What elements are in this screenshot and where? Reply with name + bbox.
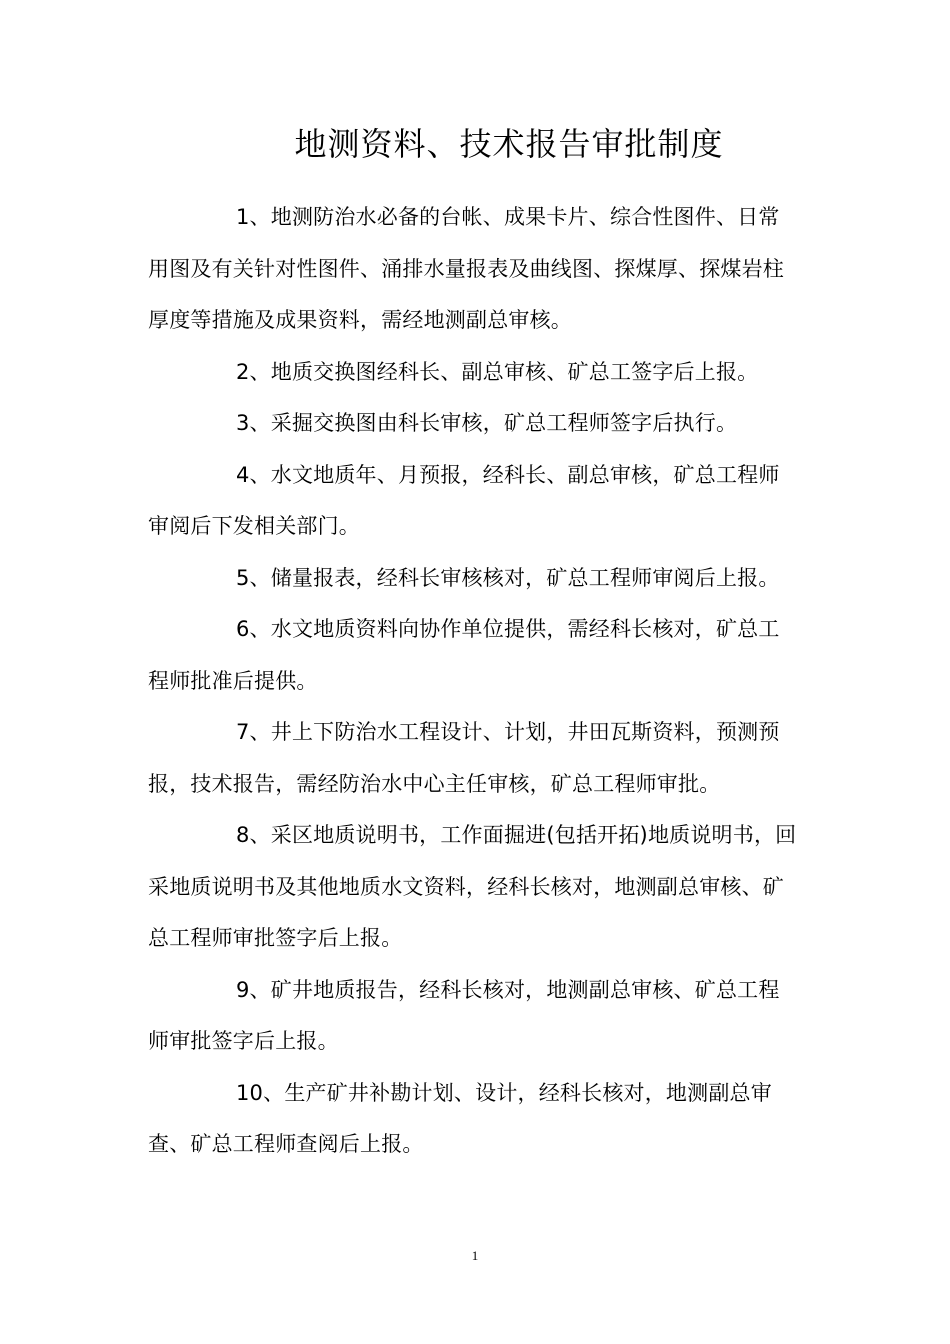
paragraph-10: 10、生产矿井补勘计划、设计，经科长核对，地测副总审查、矿总工程师查阅后上报。 [148, 1080, 772, 1156]
paragraph-5: 5、储量报表，经科长审核核对，矿总工程师审阅后上报。 [236, 565, 780, 590]
document-title: 地测资料、技术报告审批制度 [294, 125, 724, 163]
paragraph-4: 4、水文地质年、月预报，经科长、副总审核，矿总工程师审阅后下发相关部门。 [148, 462, 780, 538]
paragraph-9: 9、矿井地质报告，经科长核对，地测副总审核、矿总工程师审批签字后上报。 [148, 977, 780, 1053]
paragraph-7: 7、井上下防治水工程设计、计划，井田瓦斯资料，预测预报，技术报告，需经防治水中心主任审核，矿总工程师审批。 [148, 720, 780, 796]
paragraph-6: 6、水文地质资料向协作单位提供，需经科长核对，矿总工程师批准后提供。 [148, 617, 780, 693]
paragraph-8: 8、采区地质说明书，工作面掘进(包括开拓)地质说明书，回采地质说明书及其他地质水文资料，经科长核对，地测副总审核、矿总工程师审批签字后上报。 [148, 823, 797, 950]
document-body [148, 192, 800, 1171]
page-number: 1 [471, 1248, 479, 1263]
paragraph-3: 3、采掘交换图由科长审核，矿总工程师签字后执行。 [236, 411, 738, 435]
paragraph-1: 1、地测防治水必备的台帐、成果卡片、综合性图件、日常用图及有关针对性图件、涌排水量报表及曲线图、探煤厚、探煤岩柱厚度等措施及成果资料，需经地测副总审核。 [148, 205, 784, 332]
paragraph-2: 2、地质交换图经科长、副总审核、矿总工签字后上报。 [236, 359, 759, 384]
